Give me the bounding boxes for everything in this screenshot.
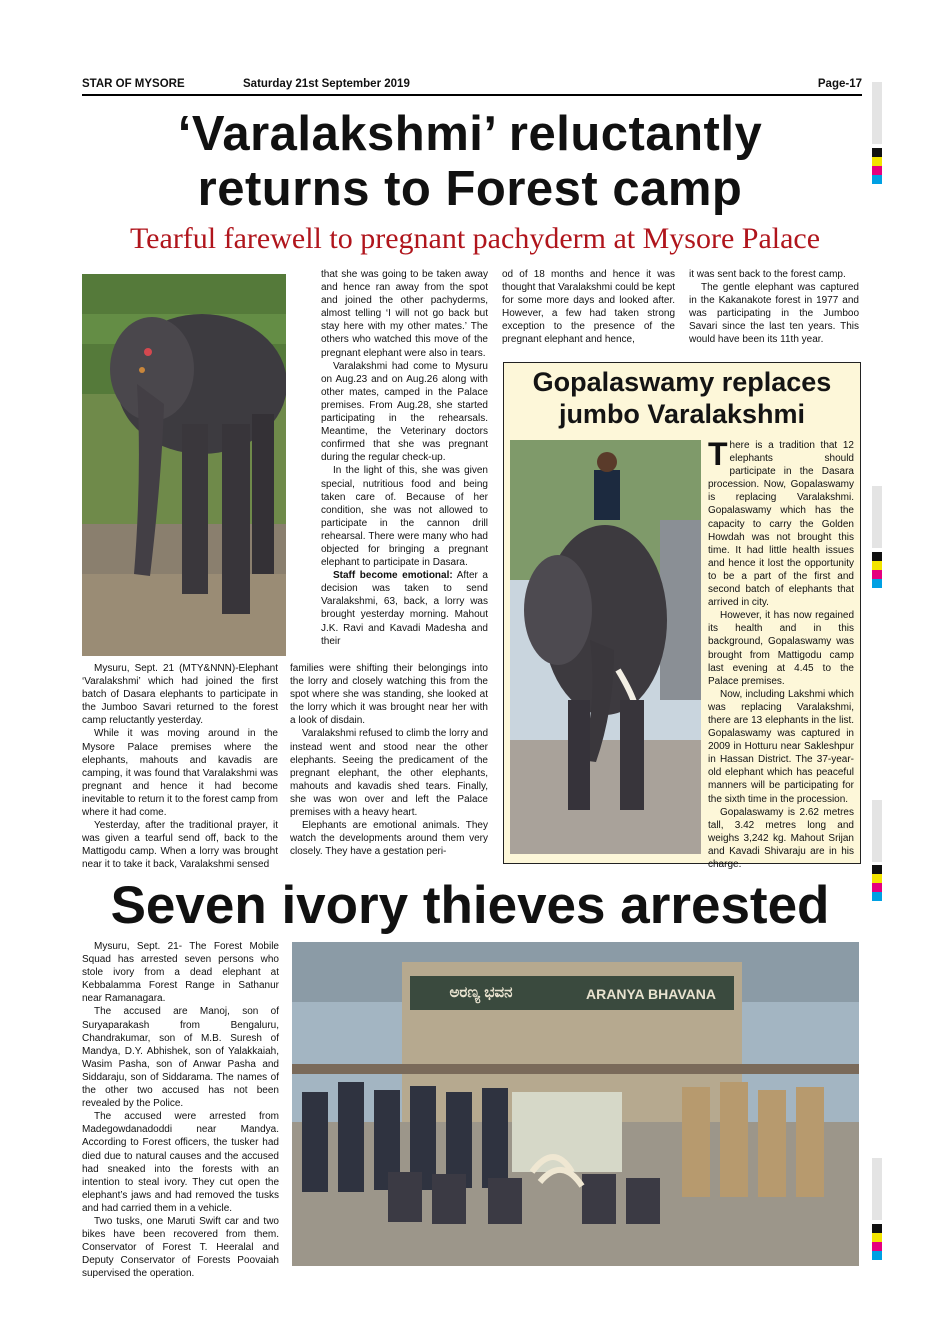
paragraph: Yesterday, after the traditional prayer, it was given a tearful send off, back to the Mattigodu camp. When a lorry was brought near it to take it back, Varalakshmi sensed <box>82 820 278 871</box>
headline-ivory-thieves: Seven ivory thieves arrested <box>110 876 830 935</box>
paragraph-first <box>708 436 854 609</box>
masthead-rule <box>82 94 862 96</box>
paragraph: Two tusks, one Maruti Swift car and two bikes have been recovered from them. Conservator of Forest T. Heeralal and Deputy Conservator of Forests Poovaiah supervised the operation. <box>82 1215 279 1280</box>
paragraph: it was sent back to the forest camp. <box>689 269 846 280</box>
paragraph: Mysuru, Sept. 21 (MTY&NNN)-Elephant ‘Varalakshmi’ which had joined the first batch of Dasara elephants to participate in the Jumboo Savari returned to the forest camp reluctantly yesterday. <box>82 663 278 727</box>
headline-line-2: returns to Forest camp <box>197 162 743 216</box>
gopalaswamy-photo <box>510 440 701 854</box>
registration-mark-magenta <box>872 883 882 892</box>
arrest-photo <box>292 942 859 1266</box>
varalakshmi-photo <box>82 274 286 656</box>
headline-line-1: ‘Varalakshmi’ reluctantly <box>177 107 763 161</box>
registration-mark-cyan <box>872 892 882 901</box>
paragraph: The accused are Manoj, son of Suryaparakash from Bengaluru, Chandrakumar, son of M.B. Suresh of Mandya, D.Y. Abhishek, son of Yalakkaiah, Wasim Pasha, son of Anwar Pasha and Siddaraju, son of Siddarama. The names of the other two accused has not been revealed by the Police. <box>82 1006 279 1110</box>
box-headline-line-1: Gopalaswamy replaces <box>532 367 832 397</box>
box-body <box>708 436 854 871</box>
paragraph: Mysuru, Sept. 21- The Forest Mobile Squad has arrested seven persons who stole ivory from a dead elephant at Kebbalamma Forest Range in Sathanur near Ramanagara. <box>82 941 279 1005</box>
registration-mark-black <box>872 865 882 874</box>
sidebar-box <box>503 362 861 870</box>
registration-mark-black <box>872 148 882 157</box>
registration-mark-yellow <box>872 1233 882 1242</box>
registration-mark-yellow <box>872 874 882 883</box>
subheadline: Tearful farewell to pregnant pachyderm at Mysore Palace <box>129 222 821 255</box>
paragraph: that she was going to be taken away and hence ran away from the spot and joined the other pachyderms, almost telling ‘I will not go back but stay here with my other mates.’ The others who watched this move of the pregnant elephant were also in tears. <box>321 269 488 359</box>
registration-mark-cyan <box>872 1251 882 1260</box>
registration-mark-yellow <box>872 561 882 570</box>
paragraph: The accused were arrested from Madegowdanadoddi near Mandya. According to Forest officers, the tusker had died due to natural causes and the accused had sneaked into the forests with an intention to steal ivory. They cut open the elephant’s jaws and had removed the tusks and had carried them in a vehicle. <box>82 1111 279 1214</box>
registration-mark-black <box>872 552 882 561</box>
sign-kannada: ಅರಣ್ಯ ಭವನ <box>449 984 513 1001</box>
page-number: Page-17 <box>817 78 862 90</box>
paragraph: Gopalaswamy is 2.62 metres tall, 3.42 metres long and weighs 3,242 kg. Mahout Srijan and Kavadi Shivaraju are in his charge. <box>708 806 854 870</box>
registration-mark-magenta <box>872 1242 882 1251</box>
box-headline-line-2: jumbo Varalakshmi <box>558 399 806 429</box>
story1-column-2 <box>321 268 488 648</box>
newspaper-name: STAR OF MYSORE <box>82 78 185 90</box>
paragraph: od of 18 months and hence it was thought that Varalakshmi could be kept for some more days and looked after. However, a few had taken strong exception to the presence of the pregnant elephant and hence, <box>502 269 675 346</box>
paragraph: However, it has now regained its health and in this background, Gopalaswamy was brought from Mattigodu camp last evening at 4.45 to the Palace premises. <box>708 610 854 687</box>
registration-mark-black <box>872 1224 882 1233</box>
paragraph: Varalakshmi refused to climb the lorry and instead went and stood near the other elephants. Seeing the predicament of the pregnant elephant, the other elephants, mahouts and kavadis shed tears. Finally, she was won over and left the Palace premises with a heavy heart. <box>290 728 489 819</box>
masthead <box>82 78 862 94</box>
story1-column-1 <box>82 662 278 872</box>
paragraph-text: After a decision was taken to send Varalakshmi, 63, back, a lorry was brought yesterday morning. Mahout J.K. Ravi and Kavadi Madesha and their <box>321 570 488 647</box>
paragraph: Elephants are emotional animals. They watch the developments around them very closely. They have a gestation peri- <box>290 820 488 858</box>
registration-mark-cyan <box>872 175 882 184</box>
story2-column <box>82 940 279 1280</box>
registration-bar-grey <box>872 800 882 862</box>
drop-cap: T <box>708 436 728 472</box>
subhead-staff-emotional: Staff become emotional: <box>333 570 453 582</box>
registration-mark-yellow <box>872 157 882 166</box>
registration-bar-grey <box>872 1158 882 1220</box>
paragraph: families were shifting their belongings into the lorry and closely watching this from the spot where she was standing, she looked at the lorry which it was brought near her with a look of disdain. <box>290 663 488 727</box>
registration-bar-grey <box>872 486 882 548</box>
issue-date: Saturday 21st September 2019 <box>243 78 410 90</box>
story1-column-4 <box>689 268 859 347</box>
story1-column-2-lower <box>290 662 488 858</box>
registration-bar-grey <box>872 82 882 144</box>
paragraph-staff-emotional <box>321 569 488 648</box>
paragraph: While it was moving around in the Mysore Palace premises where the elephants, mahouts and kavadis are camping, it was found that Varalakshmi was pregnant and hence it had become inevitable to return it to the forest camp from where it had come. <box>82 728 278 819</box>
story1-column-3 <box>502 268 675 347</box>
paragraph: In the light of this, she was given special, nutritious food and being taken care of. Because of her condition, she was not allowed to participate in the cannon drill rehearsal. There were many who had objected for bringing a pregnant elephant to participate in Dasara. <box>321 465 488 569</box>
paragraph: The gentle elephant was captured in the Kakanakote forest in 1977 and was participating in the Jumboo Savari since the last ten years. This would have been its 11th year. <box>689 282 859 346</box>
paragraph: Varalakshmi had come to Mysuru on Aug.23 and on Aug.26 along with other mates, camped in the Palace premises. From Aug.28, she started participating in the rehearsals. Meantime, the Veterinary doctors confirmed that she was pregnant during the regular check-up. <box>321 360 488 464</box>
registration-mark-magenta <box>872 166 882 175</box>
registration-mark-magenta <box>872 570 882 579</box>
paragraph: Now, including Lakshmi which was replacing Varalakshmi, there are 13 elephants in the list. Gopalaswamy was captured in 2009 in Hotturu near Sakleshpur in Hassan District. The 37-year-old elephant which has peaceful manners will be participating for the sixth time in the procession. <box>708 688 854 805</box>
registration-mark-cyan <box>872 579 882 588</box>
paragraph-text: here is a tradition that 12 elephants should participate in the Dasara procession. Now, Gopalaswamy is replacing Varalakshmi. Gopalaswamy which has the capacity to carry the Golden Howdah was not brought this time. It had little health issues and hence it lost the opportunity to be a part of the first and second batch of elephants that arrived in city. <box>708 440 854 609</box>
sign-english: ARANYA BHAVANA <box>586 986 716 1002</box>
